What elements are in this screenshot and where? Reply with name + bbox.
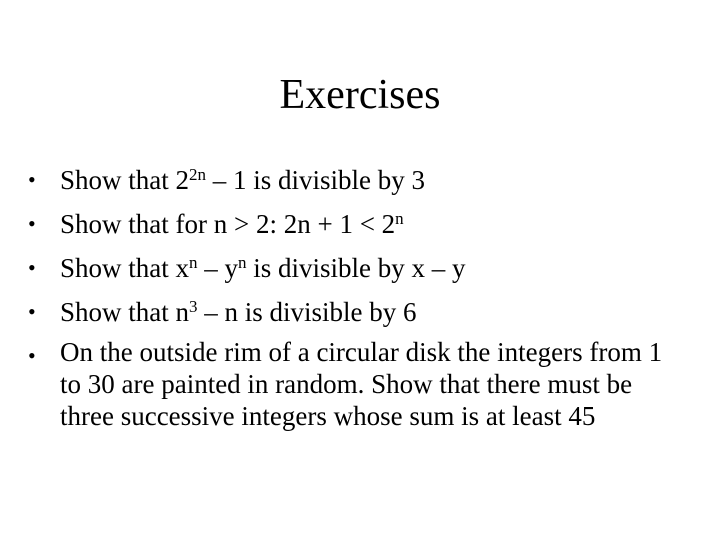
exponent: 2n <box>189 165 207 184</box>
exercise-item-4 <box>28 292 698 336</box>
exercise-text-3: Show that $x^n - y^n$ is divisible by x – y <box>60 253 466 283</box>
exercise-text-1: Show that $2^{2n} - 1$ is divisible by 3 <box>60 165 426 195</box>
exercise-line: to 30 are painted in random. Show that there must be <box>60 369 633 399</box>
exponent: n <box>238 253 247 272</box>
bullet-icon: • <box>28 343 36 368</box>
slide-title: Exercises <box>279 72 441 118</box>
exercise-item-5 <box>28 336 698 432</box>
exercise-text-2: Show that for n > 2: $2n + 1 < 2^n$ <box>60 209 404 239</box>
exercise-text-4: Show that $n^3$ – n is divisible by 6 <box>60 297 417 327</box>
exercise-item-2 <box>28 204 698 248</box>
exponent: 3 <box>189 297 198 316</box>
exponent: n <box>189 253 198 272</box>
bullet-icon: • <box>28 211 36 236</box>
exercise-text-5 <box>60 336 698 432</box>
exercise-line: three successive integers whose sum is at least 45 <box>60 401 596 431</box>
exercise-line: On the outside rim of a circular disk the integers from 1 <box>60 337 663 367</box>
exercise-item-3 <box>28 248 698 292</box>
exponent: n <box>395 209 404 228</box>
bullet-icon: • <box>28 167 36 192</box>
bullet-icon: • <box>28 255 36 280</box>
exercise-list <box>28 160 698 432</box>
exercise-item-1 <box>28 160 698 204</box>
bullet-icon: • <box>28 299 36 324</box>
